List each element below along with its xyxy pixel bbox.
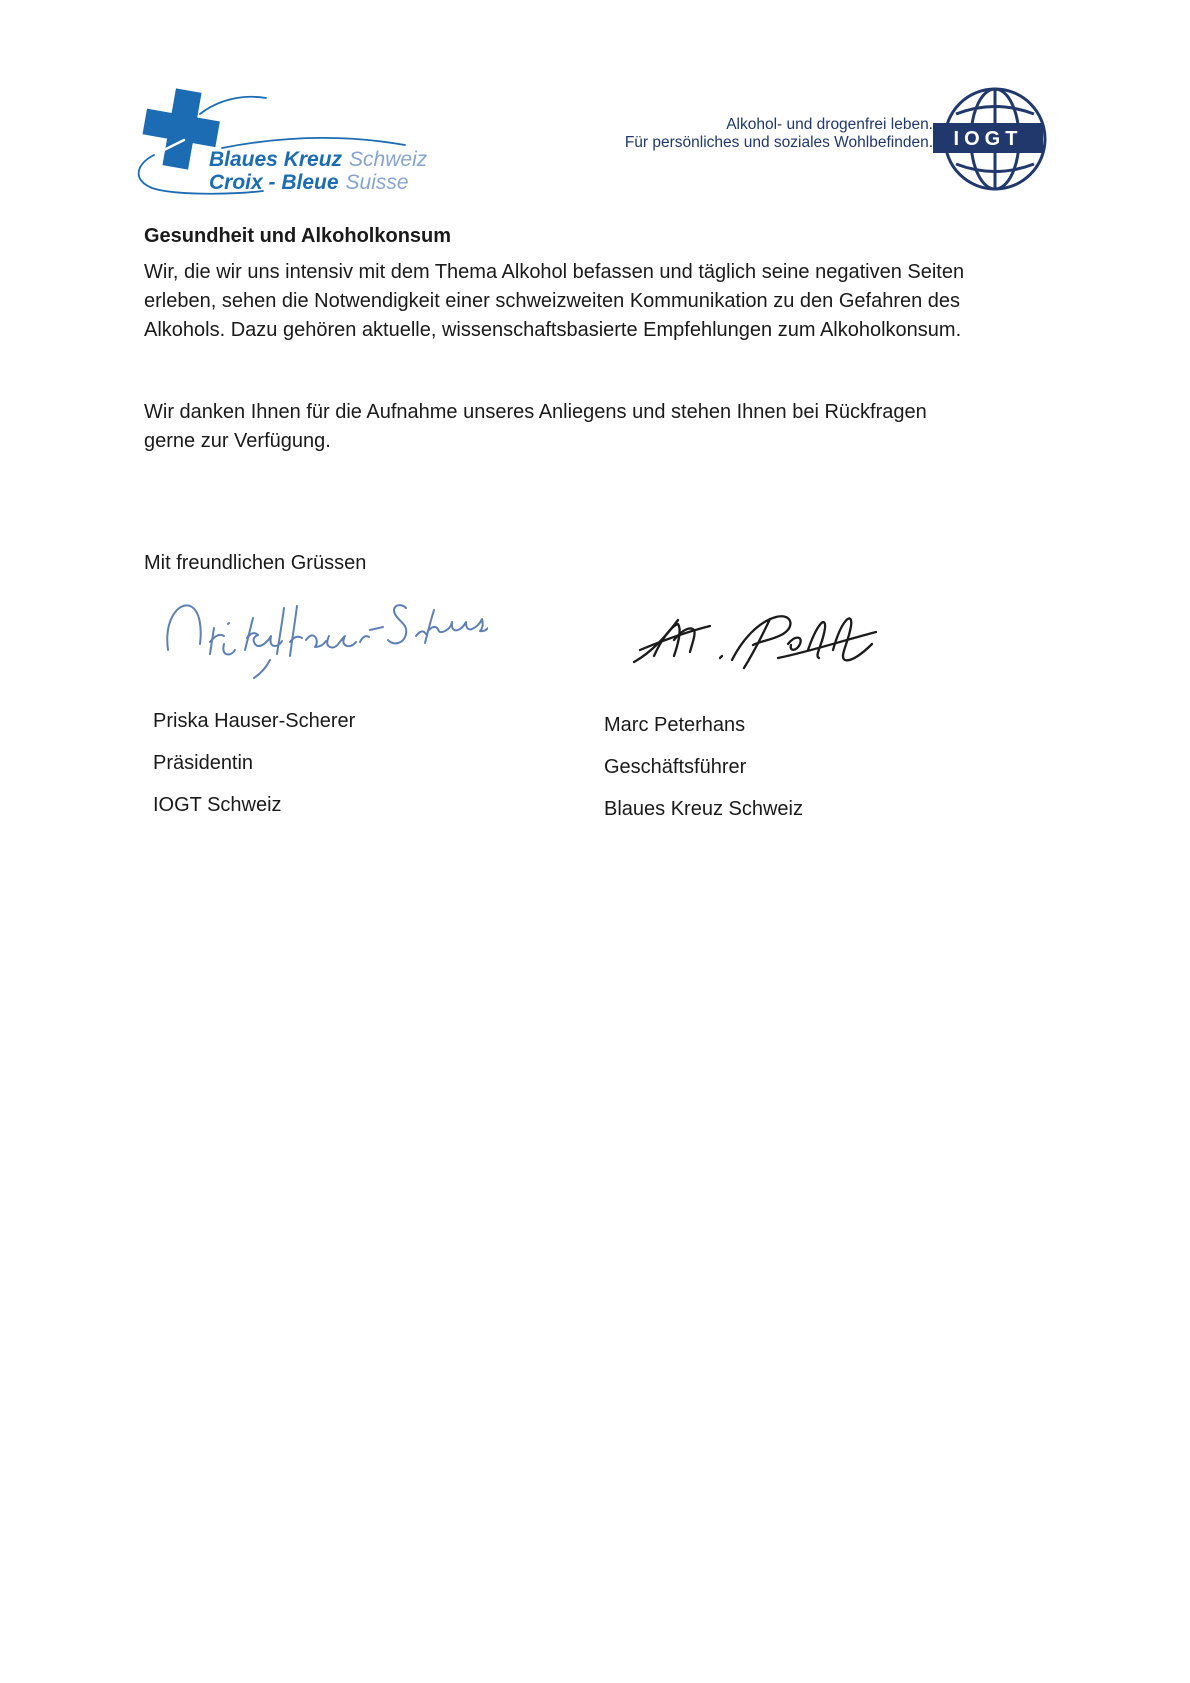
signer-organization: IOGT Schweiz xyxy=(153,794,282,816)
signer-block-right xyxy=(604,714,803,840)
logo-country-fr: Suisse xyxy=(345,171,409,194)
signer-block-left xyxy=(153,710,355,836)
iogt-tagline-line1: Alkohol- und drogenfrei leben. xyxy=(726,116,933,133)
signer-role: Geschäftsführer xyxy=(604,756,747,778)
iogt-logo-text: IOGT xyxy=(953,128,1023,150)
blaues-kreuz-logo xyxy=(128,82,548,202)
letter-paragraph-2: Wir danken Ihnen für die Aufnahme unseres Anliegens und stehen Ihnen bei Rückfragen gerne zur Verfügung. xyxy=(144,401,927,452)
signer-name: Marc Peterhans xyxy=(604,714,746,736)
logo-name-fr: Croix - Bleue xyxy=(209,171,339,194)
logo-country-de: Schweiz xyxy=(349,148,428,171)
iogt-tagline-line2: Für persönliches und soziales Wohlbefinden. xyxy=(624,134,933,151)
letter-heading: Gesundheit und Alkoholkonsum xyxy=(144,225,452,247)
iogt-globe-logo xyxy=(933,86,1051,196)
blaues-kreuz-wordmark xyxy=(209,148,427,194)
iogt-tagline xyxy=(625,116,933,152)
logo-name-de: Blaues Kreuz xyxy=(209,148,343,171)
signature-marc-peterhans xyxy=(628,600,883,675)
letter-closing: Mit freundlichen Grüssen xyxy=(144,552,367,574)
letter-paragraph-1: Wir, die wir uns intensiv mit dem Thema Alkohol befassen und täglich seine negativen Seiten erleben, sehen die Notwendigkeit einer schweizweiten Kommunikation zu den Gefahren des Alkohols. Dazu gehören aktuelle, wissenschaftsbasierte Empfehlungen zum Alkoholkonsum. xyxy=(144,261,965,341)
signer-organization: Blaues Kreuz Schweiz xyxy=(604,798,803,820)
signer-role: Präsidentin xyxy=(153,752,254,774)
signature-priska-hauser-scherer xyxy=(158,598,488,680)
signer-name: Priska Hauser-Scherer xyxy=(153,710,356,732)
